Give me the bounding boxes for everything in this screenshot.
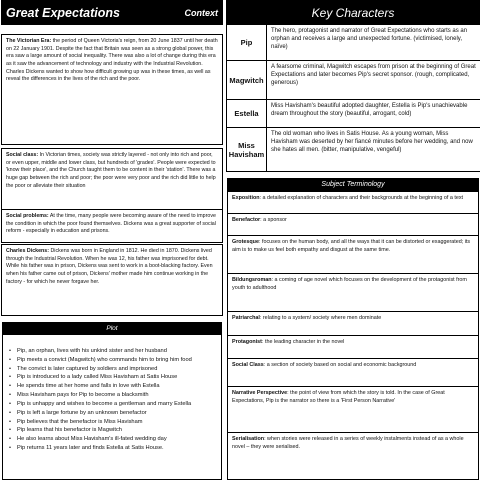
terminology-header: Subject Terminology xyxy=(227,178,479,191)
context-section-social-class xyxy=(1,148,223,210)
character-row-estella xyxy=(226,100,480,128)
plot-item: • Pip learns that his benefactor is Magwitch xyxy=(9,427,122,434)
terminology-box xyxy=(227,191,479,480)
term-grotesque: Grotesque: focuses on the human body, and all the ways that it can be distorted or exaggerated; its aim is to make us feel both empathy and disgust at the same time. xyxy=(228,236,478,274)
character-description: A fearsome criminal, Magwitch escapes from prison at the beginning of Great Expectations and later becomes Pip's secret sponsor. (rough, complicated, generous) xyxy=(271,64,476,87)
plot-item: • Pip, an orphan, lives with his unkind sister and her husband xyxy=(9,348,167,354)
term-exposition: Exposition: a detailed explanation of characters and their backgrounds at the beginning of a text xyxy=(228,192,478,214)
character-row-miss-havisham xyxy=(226,128,480,172)
context-section-social-problems xyxy=(1,209,223,243)
section-text: the period of Queen Victoria's reign, from 20 June 1837 until her death on 22 January 1901. Despite the fact that Britain was seen as a strong global power, this era saw a large amount of social inequality. There was also a lot of change during this era as it saw the advancement of technology and industry with the Industrial Revolution. Charles Dickens wanted to show how difficult growing up was in these times, as well as reveal the differences in the lives of the rich and the poor. xyxy=(6,38,218,83)
context-label: Context xyxy=(184,7,218,18)
plot-item: • He also learns about Miss Havisham's ill-fated wedding day xyxy=(9,436,167,443)
character-row-pip xyxy=(226,25,480,61)
plot-item: • Miss Havisham pays for Pip to become a blacksmith xyxy=(9,392,149,399)
plot-item: • Pip is left a large fortune by an unknown benefactor xyxy=(9,409,147,416)
plot-item: • He spends time at her home and falls in love with Estella xyxy=(9,383,160,390)
section-text: In Victorian times, society was strictly layered - not only into rich and poor, or even upper, middle and lower class, but hundreds of 'grades'. People were expected to 'know their place', and the Church taught them to be content in their 'station'. There was a huge gap between the rich and poor; the poor were very poor and the rich did little to help the poor or alleviate their situation xyxy=(6,152,216,189)
character-row-magwitch xyxy=(226,61,480,100)
section-term: Social class: xyxy=(6,152,39,158)
term-narrative-perspective: Narrative Perspective: the point of view from which the story is told. In the case of Great Expectations, Pip is the narrator so there is a 'First Person Narrative' xyxy=(228,387,478,433)
key-characters-header: Key Characters xyxy=(226,0,480,25)
plot-box xyxy=(2,334,222,480)
character-name: Pip xyxy=(227,25,267,60)
term-social-class: Social Class: a section of society based on social and economic background xyxy=(228,359,478,387)
plot-header: Plot xyxy=(2,322,222,334)
character-name: Estella xyxy=(227,100,267,127)
book-title: Great Expectations xyxy=(6,5,120,20)
character-name: Miss Havisham xyxy=(227,128,267,171)
section-term: The Victorian Era: xyxy=(6,38,52,44)
term-patriarchal: Patriarchal: relating to a system/ society where men dominate xyxy=(228,312,478,336)
plot-item: • Pip is unhappy and wishes to become a gentleman and marry Estella xyxy=(9,400,192,407)
character-description: The old woman who lives in Satis House. As a young woman, Miss Havisham was deserted by her fiancé minutes before her wedding, and now she hates all men. (bitter, manipulative, vengeful) xyxy=(271,131,473,154)
plot-item: • The convict is later captured by soldiers and imprisoned xyxy=(9,365,158,372)
section-term: Social problems: xyxy=(6,213,49,219)
character-name: Magwitch xyxy=(227,61,267,99)
section-term: Charles Dickens: xyxy=(6,248,49,254)
plot-item: • Pip returns 11 years later and finds Estella at Satis House. xyxy=(9,445,164,452)
context-header xyxy=(1,0,223,25)
plot-item: • Pip meets a convict (Magwitch) who commands him to bring him food xyxy=(9,356,192,363)
character-description: The hero, protagonist and narrator of Great Expectations who starts as an orphan and receives a large and unexpected fortune. (victimised, lonely, naïve) xyxy=(271,28,468,51)
character-description: Miss Havisham's beautiful adopted daughter, Estella is Pip's unachievable dream throughout the story (beautiful, arrogant, cold) xyxy=(271,103,468,118)
key-characters-table xyxy=(226,25,480,172)
term-benefactor: Benefactor: a sponsor xyxy=(228,214,478,236)
term-protagonist: Protagonist: the leading character in the novel xyxy=(228,336,478,359)
term-bildungsroman: Bildungsroman: a coming of age novel which focuses on the development of the protagonist from youth to adulthood xyxy=(228,274,478,312)
section-text: At the time, many people were becoming aware of the need to improve the condition in which the poor found themselves. Dickens was a great supporter of social reform - especially in education and prisons. xyxy=(6,213,216,235)
plot-list xyxy=(9,347,217,453)
context-section-charles-dickens xyxy=(1,244,223,316)
plot-item: • Pip is introduced to a lady called Miss Havisham at Satis House xyxy=(9,374,178,381)
section-text: Dickens was born in England in 1812. He died in 1870. Dickens lived through the Industrial Revolution. When he was 12, his father was imprisoned for debt. While his father was in prison, Dickens was sent to work in a boot-blacking factory. Even when his father came out of prison, Dickens' mother made him continue working in the factory - for which he never forgave her. xyxy=(6,248,213,285)
context-section-victorian-era xyxy=(1,34,223,145)
term-serialisation: Serialisation: when stories were released in a series of weekly instalments instead of as a whole novel – they were serialised. xyxy=(232,436,464,450)
plot-item: • Pip believes that the benefactor is Miss Havisham xyxy=(9,418,143,425)
